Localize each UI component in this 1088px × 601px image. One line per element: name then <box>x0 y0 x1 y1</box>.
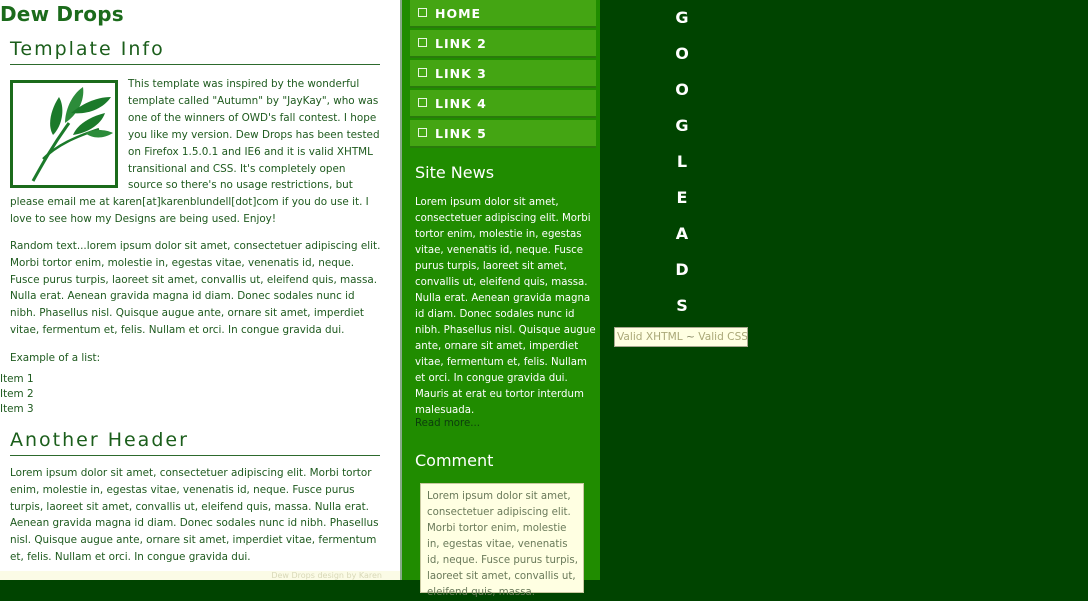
intro-paragraph: This template was inspired by the wonderful template called "Autumn" by "JayKay", who was one of the winners of OWD's fall contest. I hope you like my version. Dew Drops has been tested on Firefox 1.5.0.1 and IE6 and it is valid XHTML transitional and CSS. It's completely open source so there's no usage restrictions, but please email me at karen[at]karenblundell[dot]com if you do use it. I love to see how my Designs are being used. Enjoy! <box>10 78 380 226</box>
square-bullet-icon <box>418 38 427 47</box>
list-item: Item 1 <box>0 373 34 385</box>
validation-links <box>614 327 748 347</box>
template-info-heading: Template Info <box>10 38 380 65</box>
site-news-text: Lorem ipsum dolor sit amet, consectetuer adipiscing elit. Morbi tortor enim, molestie in, egestas vitae, venenatis id, neque. Fusce purus turpis, laoreet sit amet, convallis ut, eleifend quis, massa. Nulla erat. Aenean gravida magna id diam. Donec sodales nunc id nibh. Phasellus nisl. Quisque augue ante, ornare sit amet, imperdiet vitae, fermentum et, felis. Nullam et orci. In congue gravida dui. Mauris at erat eu tortor interdum malesuada. <box>415 197 596 416</box>
another-header-paragraph: Lorem ipsum dolor sit amet, consectetuer adipiscing elit. Morbi tortor enim, molestie in, egestas vitae, venenatis id, neque. Fusce purus turpis, laoreet sit amet, convallis ut, eleifend quis, massa. Nulla erat. Aenean gravida magna id diam. Donec sodales nunc id nibh. Phasellus nisl. Quisque augue ante, ornare sit amet, imperdiet vitae, fermentum et, felis. Nullam et orci. In congue gravida dui. <box>10 467 379 563</box>
footer-credit: Dew Drops design by Karen <box>271 571 382 580</box>
ad-letter: O <box>675 80 689 99</box>
validation-separator: ~ <box>686 331 695 343</box>
comment-heading: Comment <box>415 451 494 470</box>
comment-box: Lorem ipsum dolor sit amet, consectetuer adipiscing elit. Morbi tortor enim, molestie in, egestas vitae, venenatis id, neque. Fusce purus turpis, laoreet sit amet, convallis ut, eleifend quis, massa. <box>420 483 584 593</box>
footer-strip <box>0 571 400 580</box>
read-more-link[interactable]: Read more... <box>415 418 480 429</box>
another-header-heading: Another Header <box>10 429 380 456</box>
square-bullet-icon <box>418 8 427 17</box>
nav-item-link-5[interactable] <box>410 120 596 148</box>
nav-item-label: LINK 3 <box>435 66 487 81</box>
ad-letter: G <box>675 116 689 135</box>
list-item: Item 3 <box>0 403 34 415</box>
ad-letter: O <box>675 44 689 63</box>
nav-item-link-4[interactable] <box>410 90 596 118</box>
site-news-heading: Site News <box>415 163 495 182</box>
nav-item-label: LINK 2 <box>435 36 487 51</box>
square-bullet-icon <box>418 128 427 137</box>
list-item: Item 2 <box>0 388 34 400</box>
nav-item-link-2[interactable] <box>410 30 596 58</box>
site-title[interactable]: Dew Drops <box>0 2 124 26</box>
square-bullet-icon <box>418 68 427 77</box>
nav-item-label: HOME <box>435 6 482 21</box>
ad-letter: E <box>676 188 688 207</box>
main-content <box>0 0 400 580</box>
nav-item-link-3[interactable] <box>410 60 596 88</box>
ad-letter: G <box>675 8 689 27</box>
sidebar <box>402 0 600 598</box>
google-ads-vertical[interactable] <box>672 5 692 329</box>
valid-css-link[interactable]: Valid CSS <box>698 331 749 343</box>
ad-letter: S <box>676 296 688 315</box>
valid-xhtml-link[interactable]: Valid XHTML <box>617 331 683 343</box>
ad-letter: L <box>676 152 688 171</box>
nav-item-label: LINK 4 <box>435 96 487 111</box>
square-bullet-icon <box>418 98 427 107</box>
ad-letter: D <box>675 260 689 279</box>
nav-item-home[interactable] <box>410 0 596 28</box>
list-label: Example of a list: <box>10 352 101 364</box>
ad-letter: A <box>675 224 689 243</box>
random-text-paragraph: Random text...lorem ipsum dolor sit amet, consectetuer adipiscing elit. Morbi tortor enim, molestie in, egestas vitae, venenatis id, neque. Fusce purus turpis, laoreet sit amet, convallis ut, eleifend quis, massa. Nulla erat. Aenean gravida magna id diam. Donec sodales nunc id nibh. Phasellus nisl. Quisque augue ante, ornare sit amet, imperdiet vitae, fermentum et, felis. Nullam et orci. In congue gravida dui. <box>10 240 381 336</box>
nav-item-label: LINK 5 <box>435 126 487 141</box>
